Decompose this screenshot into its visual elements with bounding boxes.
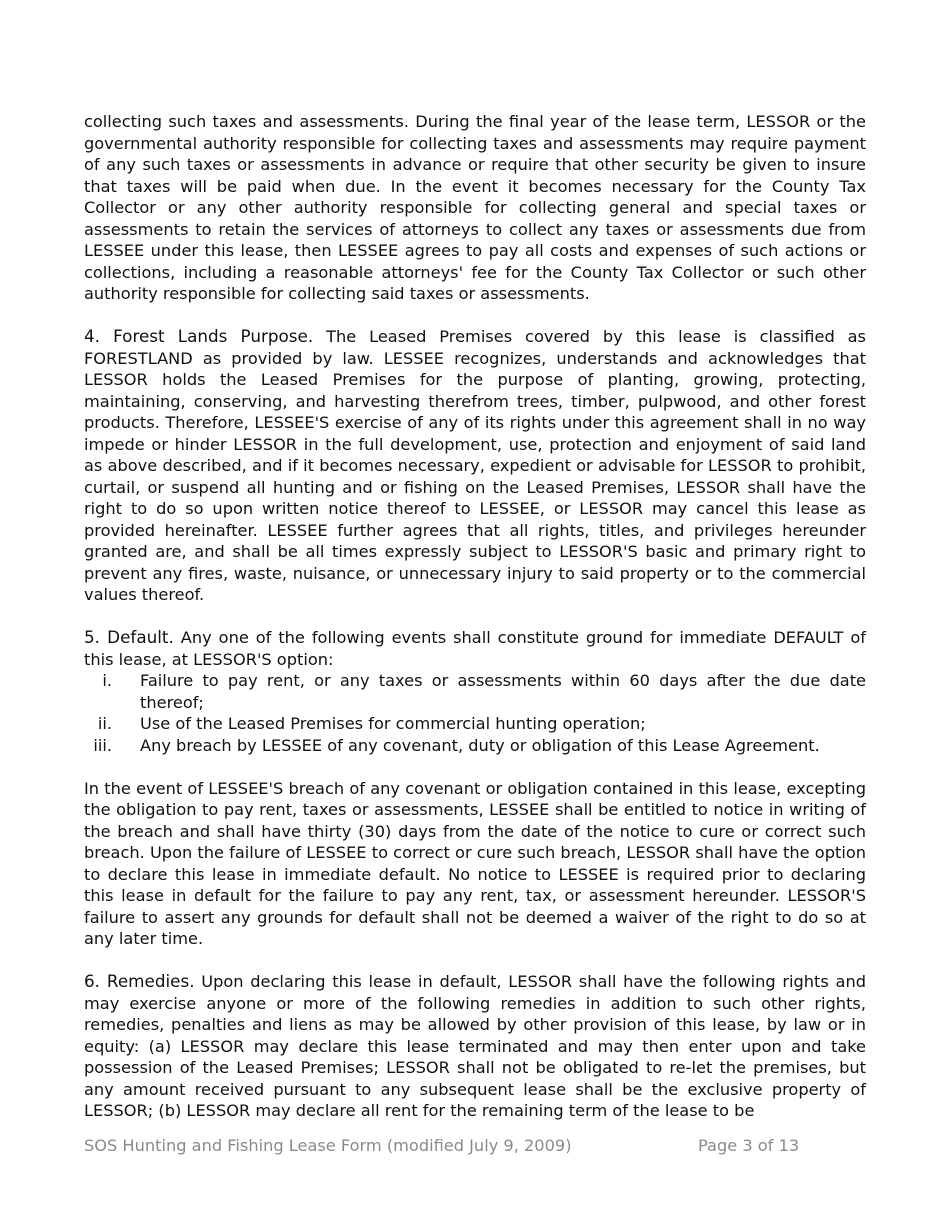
default-events-list [84, 670, 866, 756]
section-default [84, 627, 866, 670]
section-body: The Leased Premises covered by this lease is classified as FORESTLAND as provided by law. LESSEE recognizes, understands and acknowledges that LESSOR holds the Leased Premises for the purpose of planting, growing, protecting, maintaining, conserving, and harvesting therefrom trees, timber, pulpwood, and other forest products. Therefore, LESSEE'S exercise of any of its rights under this agreement shall in no way impede or hinder LESSOR in the full development, use, protection and enjoyment of said land as above described, and if it becomes necessary, expedient or advisable for LESSOR to prohibit, curtail, or suspend all hunting and or fishing on the Leased Premises, LESSOR shall have the right to do so upon written notice thereof to LESSEE, or LESSOR may cancel this lease as provided hereinafter. LESSEE further agrees that all rights, titles, and privileges hereunder granted are, and shall be all times expressly subject to LESSOR'S basic and primary right to prevent any fires, waste, nuisance, or unnecessary injury to said property or to the commercial values thereof. [84, 327, 866, 604]
section-title: 4. Forest Lands Purpose. [84, 326, 314, 346]
list-item [84, 713, 866, 735]
list-item [84, 735, 866, 757]
section-remedies [84, 971, 866, 1122]
list-item-text: Failure to pay rent, or any taxes or assessments within 60 days after the due date thereof; [140, 671, 866, 712]
list-item-text: Any breach by LESSEE of any covenant, duty or obligation of this Lease Agreement. [140, 735, 820, 755]
list-item-number: ii. [97, 714, 112, 733]
list-item [84, 670, 866, 713]
section-title: 6. Remedies. [84, 971, 195, 991]
list-item-number: iii. [93, 735, 112, 755]
intro-paragraph: collecting such taxes and assessments. During the final year of the lease term, LESSOR or the governmental authority responsible for collecting taxes and assessments may require payment of any such taxes or assessments in advance or require that other security be given to insure that taxes will be paid when due. In the event it becomes necessary for the County Tax Collector or any other authority responsible for collecting general and special taxes or assessments to retain the services of attorneys to collect any taxes or assessments due from LESSEE under this lease, then LESSEE agrees to pay all costs and expenses of such actions or collections, including a reasonable attorneys' fee for the County Tax Collector or such other authority responsible for collecting said taxes or assessments. [84, 112, 866, 303]
document-body [84, 111, 866, 1122]
section-title: 5. Default. [84, 627, 174, 647]
section-body: Any one of the following events shall constitute ground for immediate DEFAULT of this lease, at LESSOR'S option: [84, 628, 866, 669]
footer-page-number: Page 3 of 13 [698, 1136, 800, 1155]
list-item-number: i. [102, 671, 112, 690]
breach-paragraph: In the event of LESSEE'S breach of any covenant or obligation contained in this lease, excepting the obligation to pay rent, taxes or assessments, LESSEE shall be entitled to notice in writing of the breach and shall have thirty (30) days from the date of the notice to cure or correct such breach. Upon the failure of LESSEE to correct or cure such breach, LESSOR shall have the option to declare this lease in immediate default. No notice to LESSEE is required prior to declaring this lease in default for the failure to pay any rent, tax, or assessment hereunder. LESSOR'S failure to assert any grounds for default shall not be deemed a waiver of the right to do so at any later time. [84, 778, 866, 948]
list-item-text: Use of the Leased Premises for commercial hunting operation; [140, 714, 646, 733]
section-forest-lands-purpose [84, 326, 866, 606]
footer-form-name: SOS Hunting and Fishing Lease Form (modified July 9, 2009) [84, 1136, 572, 1155]
section-body: Upon declaring this lease in default, LESSOR shall have the following rights and may exercise anyone or more of the following remedies in addition to such other rights, remedies, penalties and liens as may be allowed by other provision of this lease, by law or in equity: (a) LESSOR may declare this lease terminated and may then enter upon and take possession of the Leased Premises; LESSOR shall not be obligated to re-let the premises, but any amount received pursuant to any subsequent lease shall be the exclusive property of LESSOR; (b) LESSOR may declare all rent for the remaining term of the lease to be [84, 972, 866, 1120]
